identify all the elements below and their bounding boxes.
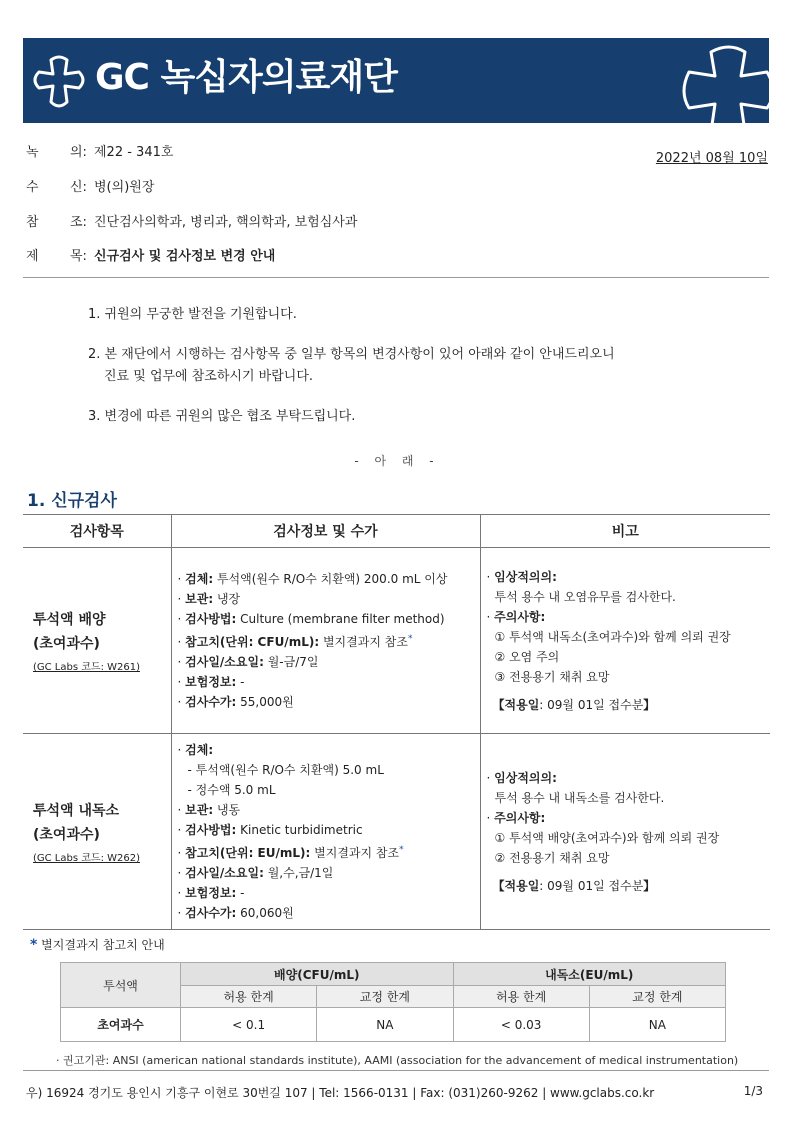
- doc-number: 녹 의: 제22 - 341호: [26, 145, 174, 160]
- col-header-item: 검사항목: [23, 515, 171, 548]
- paragraph-3: 3. 변경에 따른 귀원의 많은 협조 부탁드립니다.: [88, 409, 356, 424]
- footer-contact: 우) 16924 경기도 용인시 기흥구 이현로 30번길 107 | Tel: 1566-0131 | Fax: (031)260-9262 | www.gclabs.co.kr: [26, 1086, 655, 1100]
- logo-text: GC 녹십자의료재단: [95, 57, 397, 98]
- test-info-cell: · 검체: - 투석액(원수 R/O수 치환액) 5.0 mL - 정수액 5.0 mL · 보관: 냉동 · 검사방법: Kinetic turbidimetric · 참고치(단위: EU/mL): 별지결과지 참조* · 검사일/소요일: 월,수,금/1일 · 보험정보: - · 검사수가: 60,060원: [171, 734, 480, 930]
- footer-divider: [23, 1070, 769, 1071]
- gc-cross-logo-icon: [31, 54, 87, 110]
- header-banner: [23, 38, 769, 123]
- reference-title: * 별지결과지 참고치 안내: [30, 937, 165, 953]
- divider: [23, 277, 769, 278]
- reference-note: · 권고기관: ANSI (american national standards institute), AAMI (association for the advancement of medical instrumentation): [56, 1054, 739, 1067]
- new-tests-table: [23, 514, 770, 930]
- table-row: [23, 548, 770, 734]
- asterisk-mark: *: [399, 845, 404, 855]
- table-row: [23, 734, 770, 930]
- col-header-info: 검사정보 및 수가: [171, 515, 480, 548]
- table-row: 초여과수 < 0.1 NA < 0.03 NA: [61, 1008, 726, 1042]
- reference-table: 투석액 배양(CFU/mL) 내독소(EU/mL) 허용 한계 교정 한계 허용 한계 교정 한계 초여과수 < 0.1 NA < 0.03 NA: [60, 962, 726, 1042]
- section-title: 1. 신규검사: [27, 491, 117, 511]
- header-decoration-icon: [679, 42, 769, 123]
- reference-departments: 참 조: 진단검사의학과, 병리과, 핵의학과, 보험심사과: [26, 215, 358, 230]
- test-code: (GC Labs 코드: W261): [33, 662, 140, 673]
- doc-date: 2022년 08월 10일: [655, 151, 768, 166]
- recipient: 수 신: 병(의)원장: [26, 180, 155, 195]
- test-code: (GC Labs 코드: W262): [33, 853, 140, 864]
- paragraph-1: 1. 귀원의 무궁한 발전을 기원합니다.: [88, 307, 297, 322]
- page-number: 1/3: [743, 1084, 763, 1098]
- test-note-cell: · 임상적의의: 투석 용수 내 오염유무를 검사한다. · 주의사항: ① 투석액 내독소(초여과수)와 함께 의뢰 권장 ② 오염 주의 ③ 전용용기 채취 요망 【적용일: 09월 01일 접수분】: [480, 548, 770, 734]
- test-item-cell: 투석액 배양 (초여과수) (GC Labs 코드: W261): [23, 548, 171, 734]
- subject: 제 목: 신규검사 및 검사정보 변경 안내: [26, 249, 276, 264]
- test-item-cell: 투석액 내독소 (초여과수) (GC Labs 코드: W262): [23, 734, 171, 930]
- paragraph-2: 2. 본 재단에서 시행하는 검사항목 중 일부 항목의 변경사항이 있어 아래와 같이 안내드리오니 진료 및 업무에 참조하시기 바랍니다.: [88, 347, 615, 384]
- asterisk-mark: *: [407, 634, 413, 644]
- col-header-note: 비고: [480, 515, 770, 548]
- test-note-cell: · 임상적의의: 투석 용수 내 내독소를 검사한다. · 주의사항: ① 투석액 배양(초여과수)와 함께 의뢰 권장 ② 전용용기 채취 요망 【적용일: 09월 01일 접수분】: [480, 734, 770, 930]
- test-info-cell: · 검체: 투석액(원수 R/O수 치환액) 200.0 mL 이상 · 보관: 냉장 · 검사방법: Culture (membrane filter method) · 참고치(단위: CFU/mL): 별지결과지 참조* · 검사일/소요일: 월-금/7일 · 보험정보: - · 검사수가: 55,000원: [171, 548, 480, 734]
- below-heading: - 아 래 -: [354, 454, 440, 468]
